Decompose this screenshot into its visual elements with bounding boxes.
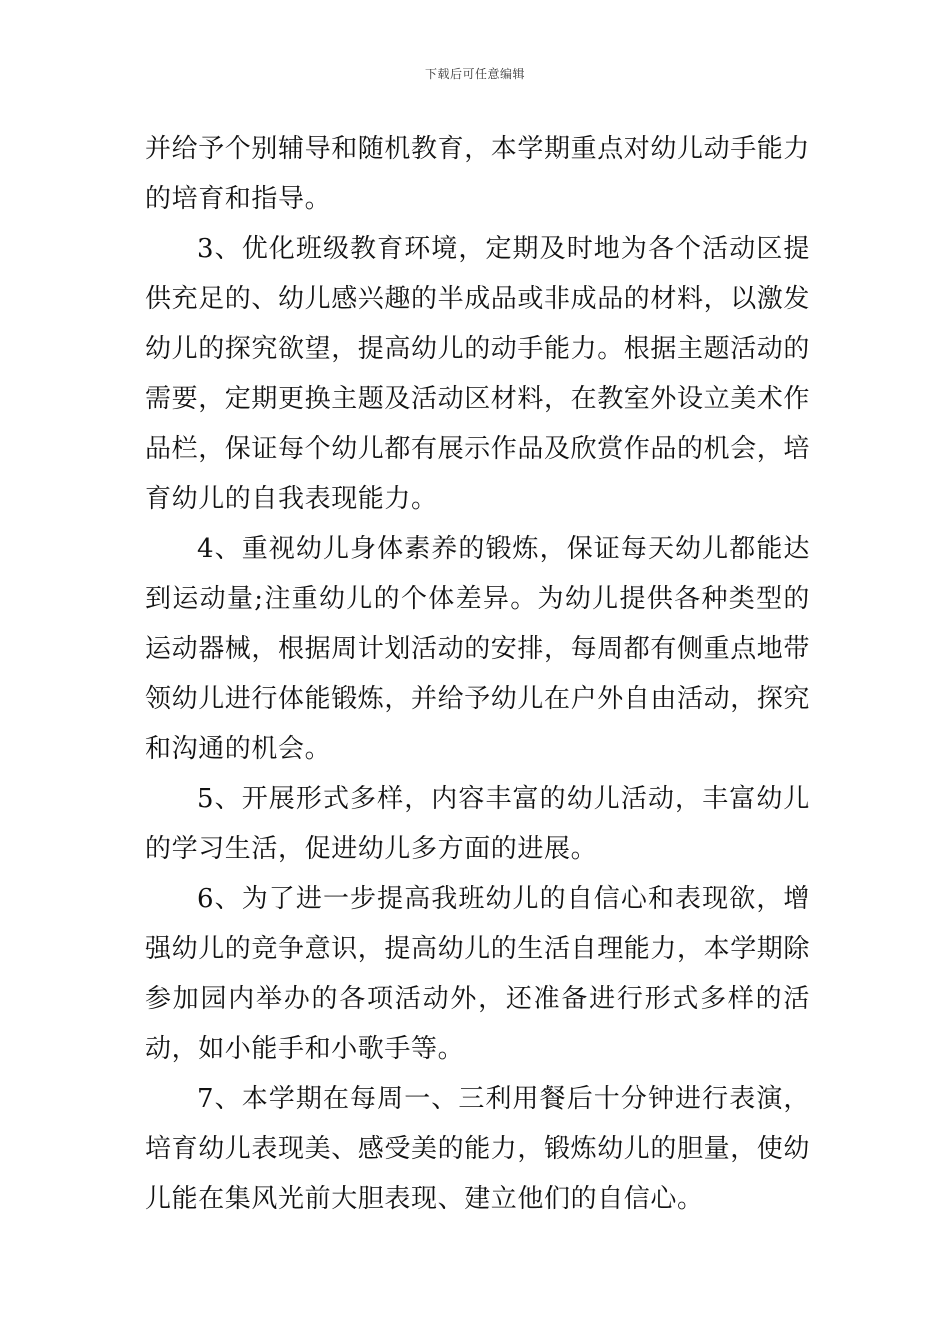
paragraph-item-4: 4、重视幼儿身体素养的锻炼，保证每天幼儿都能达到运动量;注重幼儿的个体差异。为幼儿提供各种类型的运动器械，根据周计划活动的安排，每周都有侧重点地带领幼儿进行体能锻炼，并给予幼儿在户外自由活动，探究和沟通的机会。 [145, 534, 811, 764]
document-body [145, 124, 810, 1224]
paragraph-continuation: 并给予个别辅导和随机教育，本学期重点对幼儿动手能力的培育和指导。 [145, 134, 811, 214]
paragraph-item-3: 3、优化班级教育环境，定期及时地为各个活动区提供充足的、幼儿感兴趣的半成品或非成品的材料，以激发幼儿的探究欲望，提高幼儿的动手能力。根据主题活动的需要，定期更换主题及活动区材料，在教室外设立美术作品栏，保证每个幼儿都有展示作品及欣赏作品的机会，培育幼儿的自我表现能力。 [145, 234, 811, 514]
paragraph-item-6: 6、为了进一步提高我班幼儿的自信心和表现欲，增强幼儿的竞争意识，提高幼儿的生活自理能力，本学期除参加园内举办的各项活动外，还准备进行形式多样的活动，如小能手和小歌手等。 [145, 884, 811, 1064]
paragraph-item-5: 5、开展形式多样，内容丰富的幼儿活动，丰富幼儿的学习生活，促进幼儿多方面的进展。 [145, 784, 810, 864]
paragraph-item-7: 7、本学期在每周一、三利用餐后十分钟进行表演，培育幼儿表现美、感受美的能力，锻炼幼儿的胆量，使幼儿能在集风光前大胆表现、建立他们的自信心。 [145, 1084, 811, 1214]
page-header: 下载后可任意编辑 [424, 67, 525, 81]
